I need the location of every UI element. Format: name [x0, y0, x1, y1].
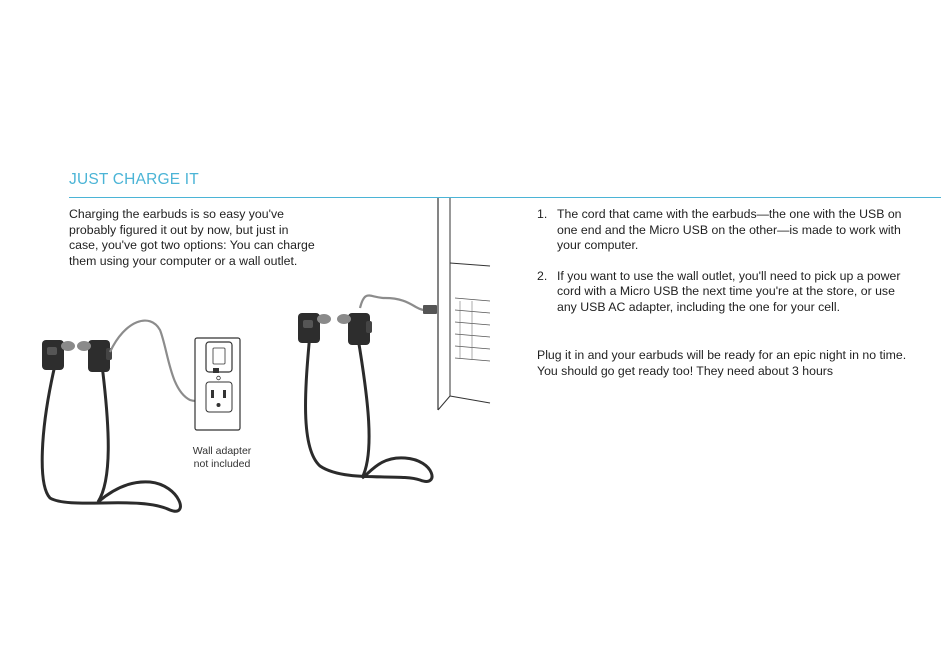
step-text: If you want to use the wall outlet, you'll need to pick up a power cord with a Micro USB the next time you're at the store, or use any USB AC adapter, including the one for your cell.: [557, 268, 901, 314]
step-2: [537, 269, 909, 316]
micro-usb-cable-icon: [360, 296, 437, 315]
laptop-icon: [438, 198, 490, 410]
heading-rule: [69, 197, 941, 198]
step-number: 1.: [537, 207, 548, 221]
earbuds-icon: [42, 340, 180, 511]
step-text: The cord that came with the earbuds—the one with the USB on one end and the Micro USB on the other—is made to work with your computer.: [557, 207, 902, 253]
step-number: 2.: [537, 268, 548, 283]
charging-steps: [537, 207, 909, 331]
closing-paragraph: Plug it in and your earbuds will be ready for an epic night in no time. You should go get ready too! They need about 3 hours: [537, 348, 907, 378]
section-heading: JUST CHARGE IT: [69, 171, 199, 188]
earbuds-icon: [298, 313, 432, 481]
wall-adapter-caption: Wall adapter not included: [192, 445, 252, 470]
intro-paragraph: Charging the earbuds is so easy you've probably figured it out by now, but just in case, you've got two options: You can charge them using your computer or a wall outlet.: [69, 207, 315, 268]
computer-charging-illustration: [290, 198, 495, 488]
wall-adapter-icon: [206, 342, 232, 373]
step-1: [537, 207, 909, 254]
wall-charging-illustration: [30, 310, 260, 520]
